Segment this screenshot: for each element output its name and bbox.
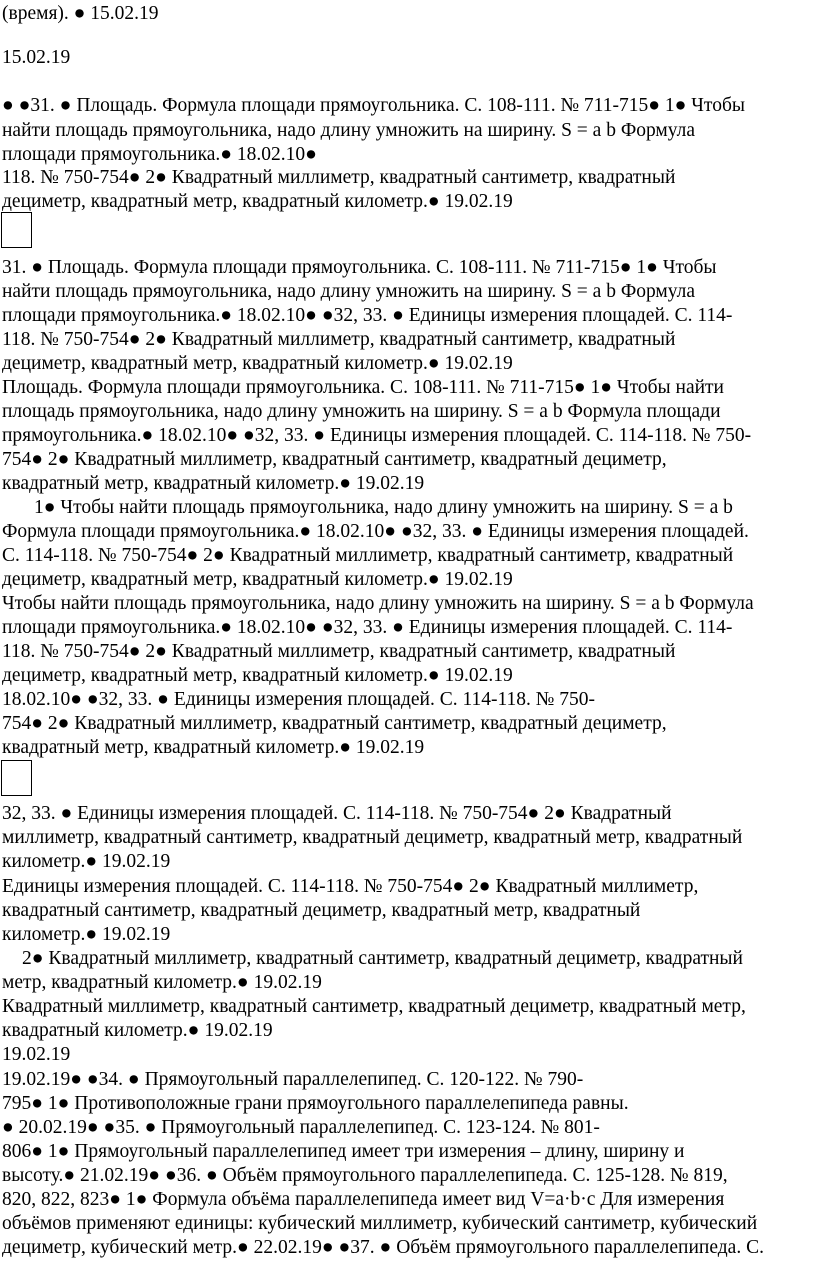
text-line: Формула площади прямоугольника.● 18.02.10● ●32, 33. ● Единицы измерения площадей. [2, 521, 749, 542]
text-line: дециметр, квадратный метр, квадратный километр.● 19.02.19 [2, 569, 513, 590]
text-line: 31. ● Площадь. Формула площади прямоугольника. С. 108-111. № 711-715● 1● Чтобы [2, 257, 717, 278]
text-line: квадратный метр, квадратный километр.● 19.02.19 [2, 737, 425, 758]
text-line: 118. № 750-754● 2● Квадратный миллиметр, квадратный сантиметр, квадратный [2, 641, 676, 662]
text-line: 19.02.19● ●34. ● Прямоугольный параллелепипед. С. 120-122. № 790- [2, 1069, 584, 1090]
text-line: Единицы измерения площадей. С. 114-118. № 750-754● 2● Квадратный миллиметр, [2, 876, 699, 897]
text-line: километр.● 19.02.19 [2, 851, 171, 872]
text-line: 118. № 750-754● 2● Квадратный миллиметр, квадратный сантиметр, квадратный [2, 167, 676, 188]
text-line: ● ●31. ● Площадь. Формула площади прямоугольника. С. 108-111. № 711-715● 1● Чтобы [2, 95, 745, 116]
text-line: 118. № 750-754● 2● Квадратный миллиметр, квадратный сантиметр, квадратный [2, 329, 676, 350]
text-line: найти площадь прямоугольника, надо длину умножить на ширину. S = a b Формула [2, 120, 696, 141]
text-line: 795● 1● Противоположные грани прямоугольного параллелепипеда равны. [2, 1093, 629, 1114]
empty-box [1, 212, 32, 248]
text-line: 18.02.10● ●32, 33. ● Единицы измерения площадей. С. 114-118. № 750- [2, 689, 595, 710]
text-line: площади прямоугольника.● 18.02.10● [2, 144, 317, 165]
text-line: С. 114-118. № 750-754● 2● Квадратный миллиметр, квадратный сантиметр, квадратный [2, 545, 734, 566]
text-line: квадратный метр, квадратный километр.● 19.02.19 [2, 473, 425, 494]
text-line: 754● 2● Квадратный миллиметр, квадратный сантиметр, квадратный дециметр, [2, 449, 667, 470]
text-line: 2● Квадратный миллиметр, квадратный сантиметр, квадратный дециметр, квадратный [22, 948, 743, 969]
text-line: площади прямоугольника.● 18.02.10● ●32, 33. ● Единицы измерения площадей. С. 114- [2, 305, 733, 326]
text-line: Чтобы найти площадь прямоугольника, надо длину умножить на ширину. S = a b Формула [2, 593, 754, 614]
text-line: метр, квадратный километр.● 19.02.19 [2, 972, 322, 993]
text-line: квадратный сантиметр, квадратный дециметр, квадратный метр, квадратный [2, 900, 641, 921]
text-line: километр.● 19.02.19 [2, 924, 171, 945]
text-line: дециметр, кубический метр.● 22.02.19● ●37. ● Объём прямоугольного параллелепипеда. С. [2, 1237, 764, 1258]
text-line: найти площадь прямоугольника, надо длину умножить на ширину. S = a b Формула [2, 281, 696, 302]
text-line: дециметр, квадратный метр, квадратный километр.● 19.02.19 [2, 191, 513, 212]
text-line: дециметр, квадратный метр, квадратный километр.● 19.02.19 [2, 353, 513, 374]
text-line: дециметр, квадратный метр, квадратный километр.● 19.02.19 [2, 665, 513, 686]
text-line: площадь прямоугольника, надо длину умножить на ширину. S = a b Формула площади [2, 401, 721, 422]
text-line: 1● Чтобы найти площадь прямоугольника, надо длину умножить на ширину. S = a b [34, 497, 733, 518]
text-line: объёмов применяют единицы: кубический миллиметр, кубический сантиметр, кубический [2, 1213, 758, 1234]
text-line: 32, 33. ● Единицы измерения площадей. С. 114-118. № 750-754● 2● Квадратный [2, 803, 672, 824]
text-line: квадратный километр.● 19.02.19 [2, 1020, 273, 1041]
text-line: 754● 2● Квадратный миллиметр, квадратный сантиметр, квадратный дециметр, [2, 713, 667, 734]
text-line: Площадь. Формула площади прямоугольника. С. 108-111. № 711-715● 1● Чтобы найти [2, 377, 724, 398]
text-line: 820, 822, 823● 1● Формула объёма параллелепипеда имеет вид V=a·b·c Для измерения [2, 1189, 725, 1210]
text-line: высоту.● 21.02.19● ●36. ● Объём прямоугольного параллелепипеда. С. 125-128. № 819, [2, 1165, 728, 1186]
text-line: 15.02.19 [2, 47, 71, 68]
text-line: 19.02.19 [2, 1044, 71, 1065]
text-line: 806● 1● Прямоугольный параллелепипед имеет три измерения – длину, ширину и [2, 1141, 685, 1162]
text-line: ● 20.02.19● ●35. ● Прямоугольный параллелепипед. С. 123-124. № 801- [2, 1117, 600, 1138]
text-line: миллиметр, квадратный сантиметр, квадратный дециметр, квадратный метр, квадратный [2, 827, 743, 848]
text-line: Квадратный миллиметр, квадратный сантиметр, квадратный дециметр, квадратный метр, [2, 996, 746, 1017]
text-line: (время). ● 15.02.19 [2, 3, 159, 24]
text-line: прямоугольника.● 18.02.10● ●32, 33. ● Единицы измерения площадей. С. 114-118. № 750- [2, 425, 752, 446]
empty-box [1, 760, 32, 796]
text-line: площади прямоугольника.● 18.02.10● ●32, 33. ● Единицы измерения площадей. С. 114- [2, 617, 733, 638]
